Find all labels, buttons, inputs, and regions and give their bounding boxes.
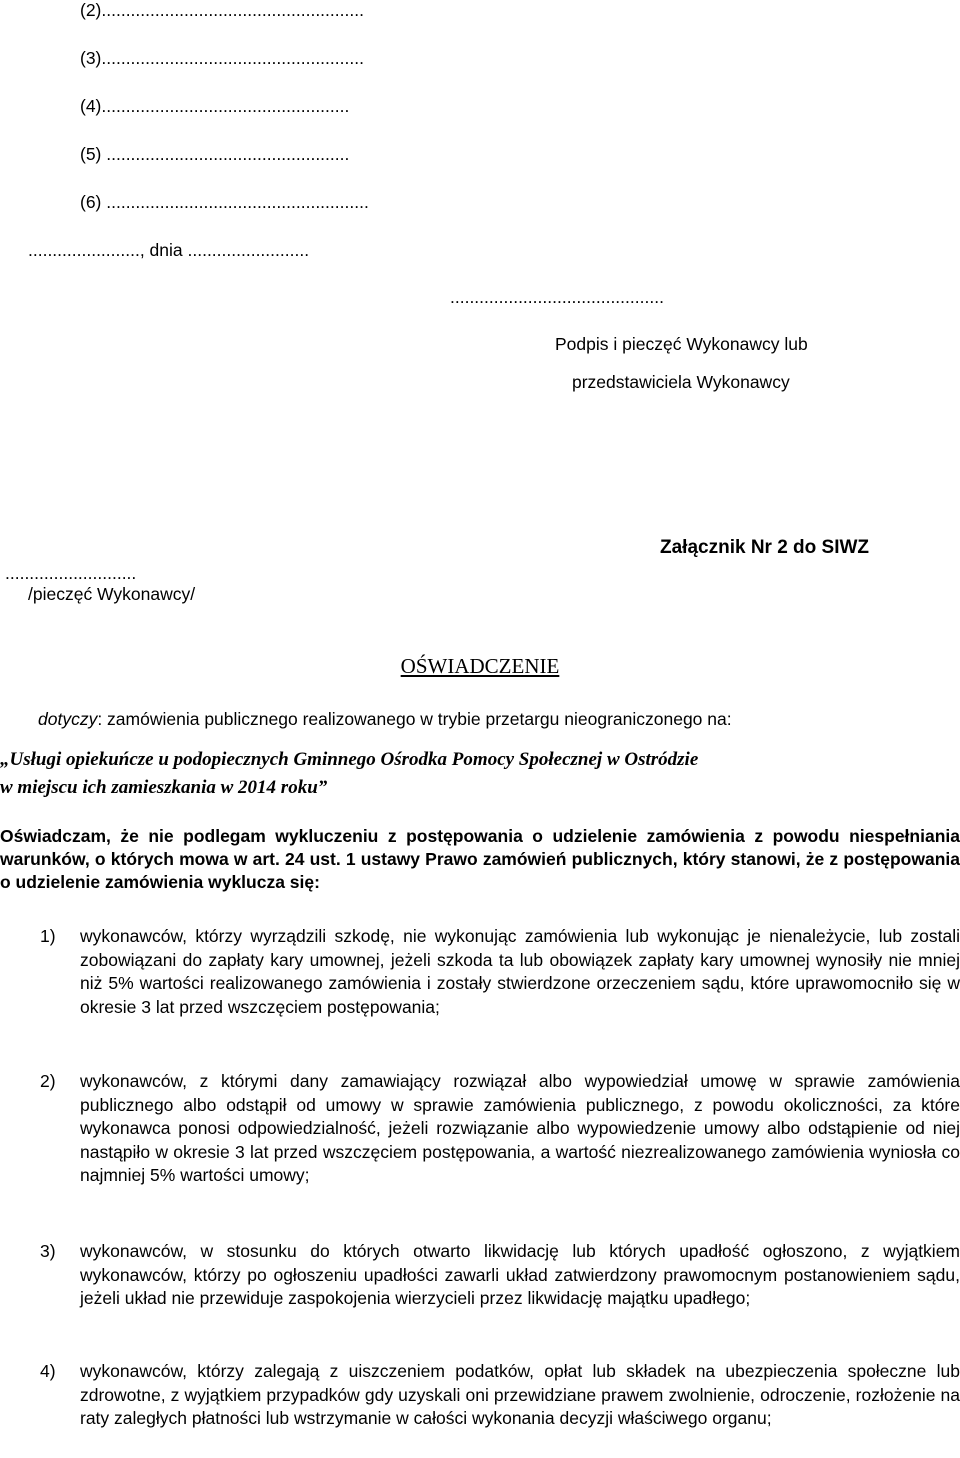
annex-label: Załącznik Nr 2 do SIWZ (660, 537, 870, 558)
stamp-label: /pieczęć Wykonawcy/ (28, 584, 196, 604)
header-line-3: (3)...................................................... (80, 48, 364, 68)
document-title: OŚWIADCZENIE (400, 654, 560, 678)
signature-label-line2: przedstawiciela Wykonawcy (572, 372, 790, 392)
list-item-number: 1) (40, 926, 56, 946)
subject-line (38, 709, 732, 730)
service-name-line1: „Usługi opiekuńcze u podopiecznych Gminnego Ośrodka Pomocy Społecznej w Ostródzie (0, 749, 699, 770)
header-line-4: (4)................................................... (80, 96, 350, 116)
list-item-text: wykonawców, którzy zalegają z uiszczeniem podatków, opłat lub składek na ubezpieczenia społeczne lub zdrowotne, z wyjątkiem przypadków gdy uzyskali oni przewidziane prawem zwolnienie, odroczenie, rozłożenie na raty zaległych płatności lub wstrzymanie w całości wykonania decyzji właściwego organu; (80, 1361, 960, 1428)
list-item-text: wykonawców, którzy wyrządzili szkodę, nie wykonując zamówienia lub wykonując je nienależycie, lub zostali zobowiązani do zapłaty kary umownej, jeżeli szkoda ta lub obowiązek zapłaty kary umownej wynosiły nie mniej niż 5% wartości realizowanego zamówienia i zostały stwierdzone orzeczeniem sądu, które uprawomocniło się w okresie 3 lat przed wszczęciem postępowania; (80, 926, 960, 1017)
list-item-text: wykonawców, z którymi dany zamawiający rozwiązał albo wypowiedział umowę w sprawie zamówienia publicznego albo odstąpił od umowy w sprawie zamówienia publicznego, z powodu okoliczności, za które wykonawca ponosi odpowiedzialność, jeżeli rozwiązanie albo wypowiedzenie umowy albo odstąpienie od niej nastąpiło w okresie 3 lat przed wszczęciem postępowania, a wartość niezrealizowanego zamówienia wyniosła co najmniej 5% wartości umowy; (80, 1071, 960, 1185)
signature-label-line1: Podpis i pieczęć Wykonawcy lub (555, 334, 808, 354)
signature-dots: ............................................ (450, 287, 664, 307)
declaration-intro: Oświadczam, że nie podlegam wykluczeniu z postępowania o udzielenie zamówienia z powodu niespełniania warunków, o których mowa w art. 24 ust. 1 ustawy Prawo zamówień publicznych, który stanowi, że z postępowania o udzielenie zamówienia wyklucza się: (0, 826, 960, 892)
stamp-dots: ........................... (5, 563, 137, 583)
list-item (40, 1070, 960, 1188)
list-item (40, 925, 960, 1019)
header-dotted-lines (80, 0, 369, 240)
date-line: ......................., dnia ......................... (28, 240, 310, 260)
header-line-5: (5) .................................................. (80, 144, 350, 164)
header-line-2: (2)...................................................... (80, 0, 364, 20)
list-item-number: 4) (40, 1361, 56, 1381)
header-line-6: (6) ...................................................... (80, 192, 369, 212)
subject-text: : zamówienia publicznego realizowanego w trybie przetargu nieograniczonego na: (97, 709, 732, 729)
service-name (0, 746, 960, 802)
list-item-text: wykonawców, w stosunku do których otwarto likwidację lub których upadłość ogłoszono, z wyjątkiem wykonawców, którzy po ogłoszeniu upadłości zawarli układ zatwierdzony prawomocnym postanowieniem sądu, jeżeli układ nie przewiduje zaspokojenia wierzycieli przez likwidację majątku upadłego; (80, 1241, 960, 1308)
list-item (40, 1240, 960, 1311)
list-item (40, 1360, 960, 1431)
list-item-number: 2) (40, 1071, 56, 1091)
service-name-line2: w miejscu ich zamieszkania w 2014 roku” (0, 777, 328, 798)
list-item-number: 3) (40, 1241, 56, 1261)
subject-label: dotyczy (38, 709, 98, 729)
